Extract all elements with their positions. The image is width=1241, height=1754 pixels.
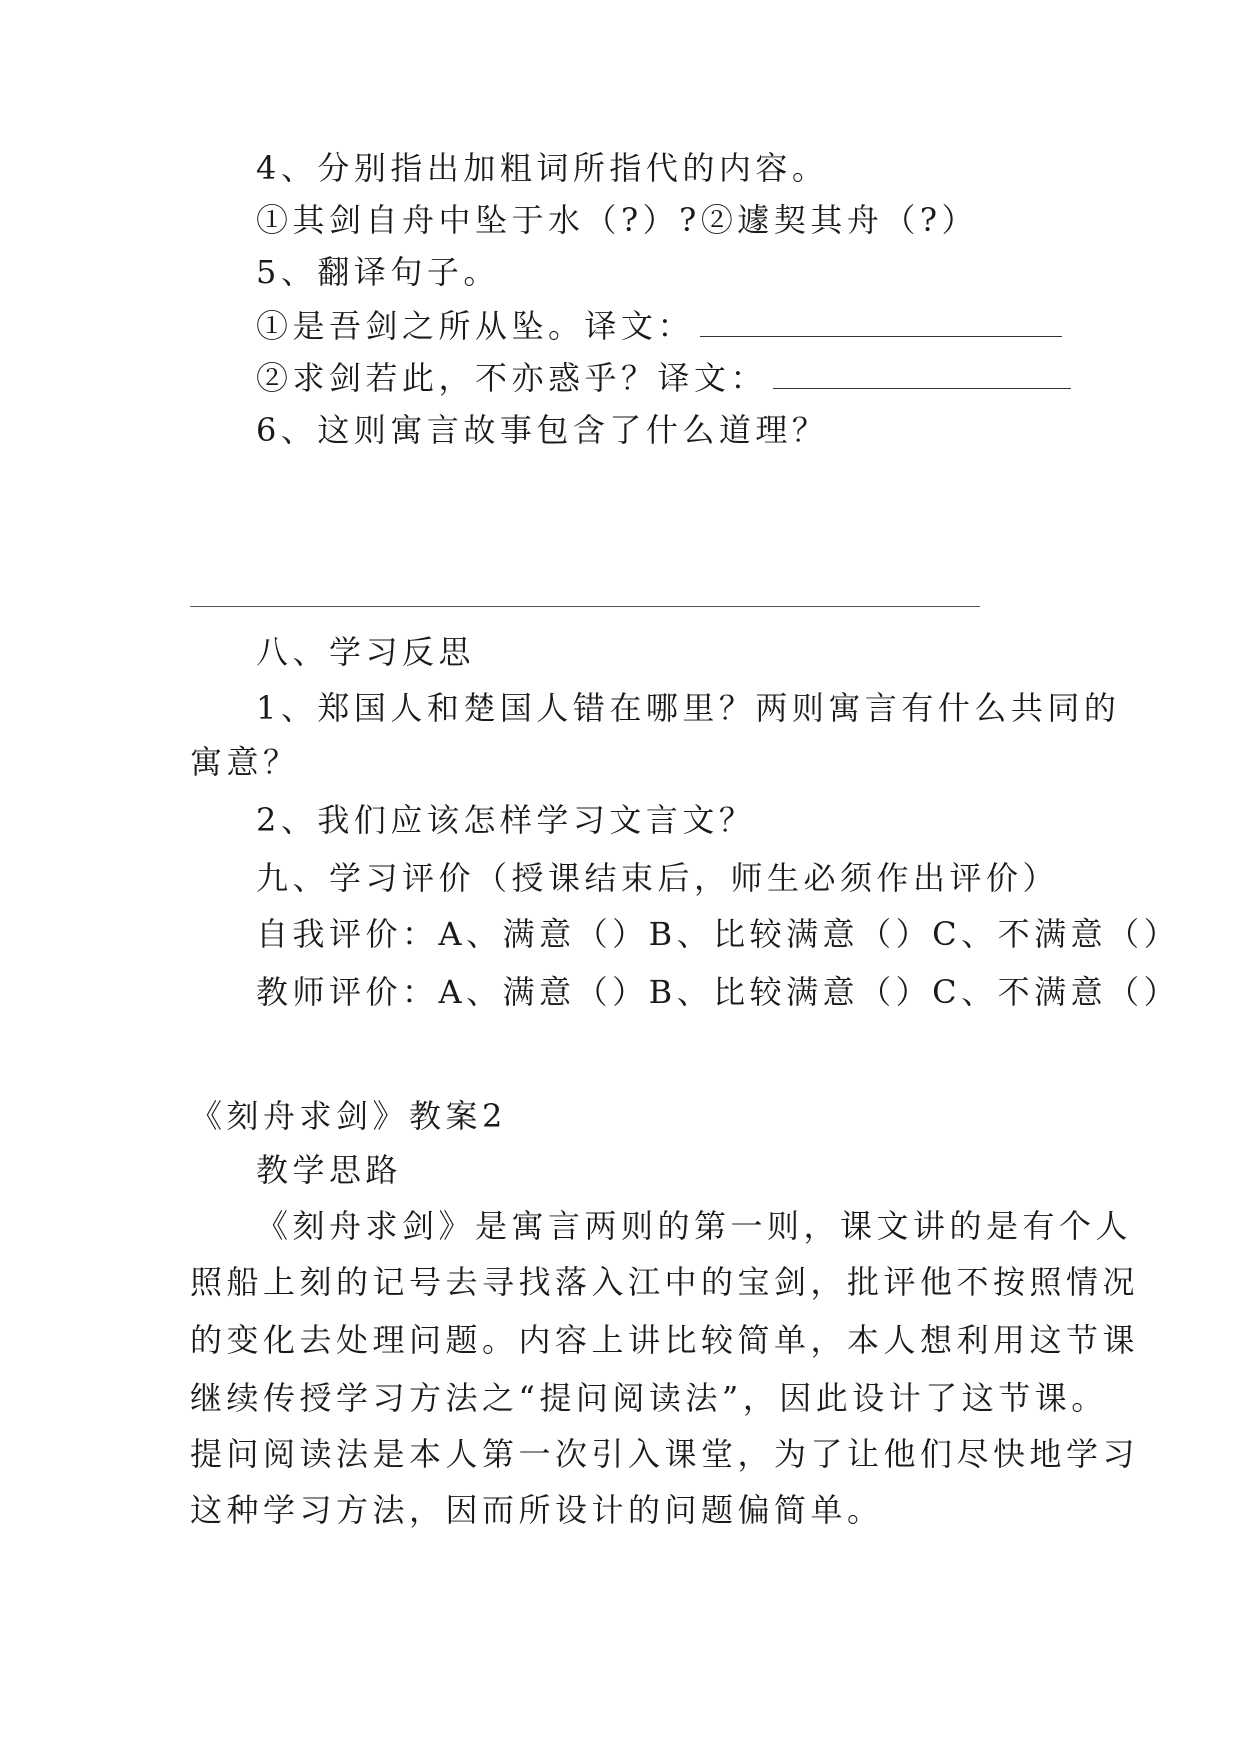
- reflection-item-2: 2、我们应该怎样学习文言文？: [256, 801, 756, 839]
- evaluation-heading: 九、学习评价（授课结束后，师生必须作出评价）: [256, 859, 1060, 897]
- paragraph-line: 继续传授学习方法之“提问阅读法”，因此设计了这节课。: [190, 1379, 1108, 1417]
- paragraph-line: 提问阅读法是本人第一次引入课堂，为了让他们尽快地学习: [190, 1435, 1140, 1473]
- reflection-item-1-line-1: 1、郑国人和楚国人错在哪里？两则寓言有什么共同的: [256, 689, 1121, 727]
- plan-2-subtitle: 教学思路: [256, 1151, 403, 1189]
- question-6: 6、这则寓言故事包含了什么道理？: [256, 411, 829, 449]
- paragraph-line: 这种学习方法，因而所设计的问题偏简单。: [190, 1491, 884, 1529]
- reflection-heading: 八、学习反思: [256, 633, 476, 671]
- question-5-item-1: [256, 306, 1062, 346]
- reflection-item-1-line-2: 寓意？: [190, 743, 300, 781]
- answer-blank-1: [700, 335, 1062, 337]
- answer-line-divider: [190, 606, 980, 607]
- plan-2-title: 《刻舟求剑》教案2: [190, 1097, 507, 1135]
- paragraph-line: 《刻舟求剑》是寓言两则的第一则，课文讲的是有个人: [256, 1207, 1133, 1245]
- question-5-item-2: [256, 358, 1071, 398]
- paragraph-line: 的变化去处理问题。内容上讲比较简单，本人想利用这节课: [190, 1321, 1140, 1359]
- question-5-item-2-text: ②求剑若此，不亦惑乎？译文：: [256, 359, 768, 397]
- question-4-items: ①其剑自舟中坠于水（?）?②遽契其舟（?）: [256, 201, 978, 239]
- answer-blank-2: [773, 387, 1071, 389]
- teacher-evaluation: 教师评价：A、满意（）B、比较满意（）C、不满意（）: [256, 973, 1181, 1011]
- question-5-item-1-text: ①是吾剑之所从坠。译文：: [256, 307, 695, 345]
- self-evaluation: 自我评价：A、满意（）B、比较满意（）C、不满意（）: [256, 915, 1181, 953]
- paragraph-line: 照船上刻的记号去寻找落入江中的宝剑，批评他不按照情况: [190, 1263, 1140, 1301]
- question-4: 4、分别指出加粗词所指代的内容。: [256, 149, 829, 187]
- question-5: 5、翻译句子。: [256, 253, 500, 291]
